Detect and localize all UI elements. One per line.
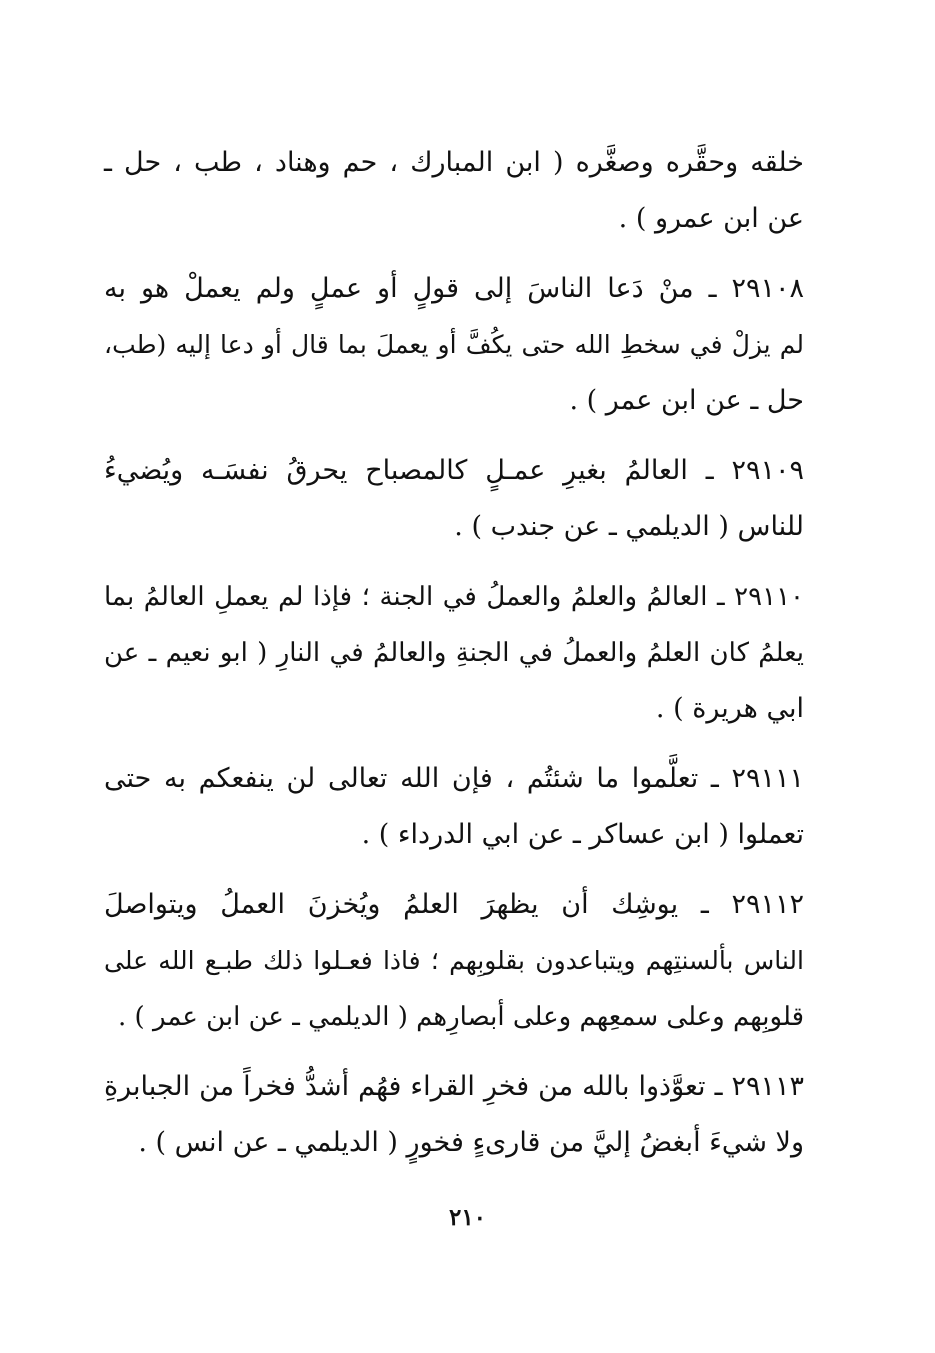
text-line: خلقه وحقَّره وصغَّره ( ابن المبارك ، حم وهناد ، طب ، حل ـ bbox=[104, 147, 804, 178]
text-line: عن ابن عمرو ) . bbox=[618, 203, 804, 234]
hadith-29112 bbox=[104, 877, 804, 1045]
hadith-29110 bbox=[104, 569, 804, 737]
text-line: ٢٩١١٠ ـ العالمُ والعلمُ والعملُ في الجنة ؛ فإذا لم يعملِ العالمُ بما bbox=[104, 582, 804, 612]
hadith-29109 bbox=[104, 443, 804, 555]
text-line: تعملوا ( ابن عساكر ـ عن ابي الدرداء ) . bbox=[361, 819, 804, 850]
text-line: يعلمُ كان العلمُ والعملُ في الجنةِ والعالمُ في النارِ ( ابو نعيم ـ عن bbox=[104, 638, 804, 668]
text-line: لم يزلْ في سخطِ الله حتى يكُفَّ أو يعملَ بما قال أو دعا إليه (طب، bbox=[104, 330, 804, 359]
text-line: ٢٩١١٣ ـ تعوَّذوا بالله من فخرِ القراء فهُم أشدُّ فخراً من الجبابرةِ bbox=[104, 1071, 804, 1102]
text-line: الناس بألسنتِهم ويتباعدون بقلوبِهم ؛ فاذا فعـلوا ذلك طبـع الله على bbox=[104, 946, 804, 975]
text-line: ٢٩١١٢ ـ يوشِك أن يظهرَ العلمُ ويُخزنَ العملُ ويتواصلَ bbox=[104, 889, 804, 920]
text-line: حل ـ عن ابن عمر ) . bbox=[569, 385, 804, 416]
text-line: للناس ( الديلمي ـ عن جندب ) . bbox=[454, 511, 804, 542]
hadith-29113 bbox=[104, 1059, 804, 1171]
text-line: قلوبِهم وعلى سمعِهم وعلى أبصارِهم ( الديلمي ـ عن ابن عمر ) . bbox=[118, 1002, 804, 1032]
text-line: ٢٩١٠٩ ـ العالمُ بغيرِ عمـلٍ كالمصباح يحرقُ نفسَـه ويُضيءُ bbox=[104, 455, 804, 486]
hadith-29111 bbox=[104, 751, 804, 863]
hadith-text-block bbox=[104, 135, 804, 1171]
hadith-29108 bbox=[104, 261, 804, 429]
text-line: ٢٩١٠٨ ـ منْ دَعا الناسَ إلى قولٍ أو عملٍ ولم يعملْ هو به bbox=[104, 273, 804, 304]
paragraph-continuation bbox=[104, 135, 804, 247]
text-line: ابي هريرة ) . bbox=[655, 693, 804, 724]
page-number: ٢١٠ bbox=[448, 1204, 487, 1231]
text-line: ٢٩١١١ ـ تعلَّموا ما شئتُم ، فإن الله تعالى لن ينفعكم به حتى bbox=[104, 763, 804, 794]
text-line: ولا شيءَ أبغضُ إليَّ من قارىءٍ فخورٍ ( الديلمي ـ عن انس ) . bbox=[138, 1127, 804, 1158]
